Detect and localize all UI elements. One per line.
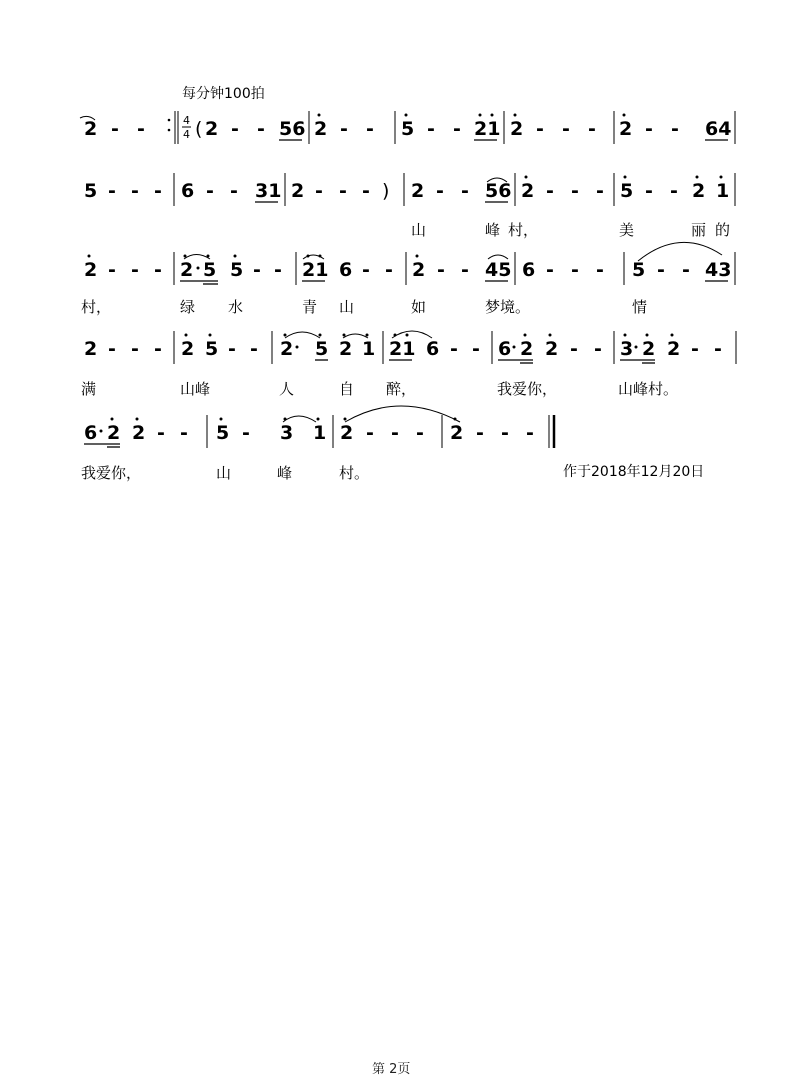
note: 5 xyxy=(203,259,217,281)
dash: - xyxy=(461,180,469,202)
dash: - xyxy=(714,338,722,360)
lyric-word: 满 xyxy=(81,380,97,398)
staff-row-5 xyxy=(0,412,790,456)
note: 1 xyxy=(362,338,376,360)
note: 56 xyxy=(485,180,512,202)
dash: - xyxy=(157,422,165,444)
lyric-word: 山峰村。 xyxy=(618,380,679,398)
lyric-word: 村， xyxy=(508,221,539,239)
dash: - xyxy=(242,422,250,444)
lyric-word: 村。 xyxy=(339,464,370,482)
note: 2 xyxy=(180,259,194,281)
note: 2 xyxy=(450,422,464,444)
staff-row-4 xyxy=(0,328,790,372)
dash: - xyxy=(645,118,653,140)
note: 31 xyxy=(255,180,282,202)
dash: - xyxy=(131,338,139,360)
dash: - xyxy=(453,118,461,140)
note: 2 xyxy=(181,338,195,360)
dash: - xyxy=(180,422,188,444)
note: 2 xyxy=(84,338,98,360)
dash: - xyxy=(228,338,236,360)
staff-row-5-notes xyxy=(0,412,790,456)
dash: - xyxy=(154,338,162,360)
tempo-marking: 每分钟100拍 xyxy=(182,86,265,102)
staff-row-2-notes xyxy=(0,170,790,214)
lyrics-line-1 xyxy=(0,219,790,241)
lyric-word: 绿 xyxy=(180,298,196,316)
dash: - xyxy=(315,180,323,202)
dash: - xyxy=(257,118,265,140)
staff-row-2 xyxy=(0,170,790,214)
dash: - xyxy=(206,180,214,202)
lyric-word: 美 xyxy=(619,221,635,239)
note: 6 xyxy=(426,338,440,360)
dash: - xyxy=(108,338,116,360)
dash: - xyxy=(571,180,579,202)
note: 2 xyxy=(411,180,425,202)
dash: - xyxy=(691,338,699,360)
dash: - xyxy=(416,422,424,444)
note: 1 xyxy=(313,422,327,444)
note: 2 xyxy=(314,118,328,140)
note: 2 xyxy=(619,118,633,140)
note: 45 xyxy=(485,259,512,281)
time-signature-top: 4 xyxy=(183,114,190,127)
dash: - xyxy=(131,180,139,202)
note: 21 xyxy=(302,259,329,281)
staff-row-3 xyxy=(0,249,790,293)
lyric-word: 自 xyxy=(339,380,355,398)
page-number: 第 2页 xyxy=(372,1062,411,1077)
note: 5 xyxy=(632,259,646,281)
composed-date: 作于2018年12月20日 xyxy=(563,464,705,480)
note: 6 xyxy=(522,259,536,281)
dash: - xyxy=(391,422,399,444)
note: 5 xyxy=(401,118,415,140)
note: 5 xyxy=(216,422,230,444)
note: 2 xyxy=(520,338,534,360)
dash: - xyxy=(137,118,145,140)
dash: - xyxy=(154,259,162,281)
note: 5 xyxy=(315,338,329,360)
lyric-word: 村， xyxy=(81,298,112,316)
note: 2 xyxy=(510,118,524,140)
note: 6 xyxy=(498,338,512,360)
dash: - xyxy=(570,338,578,360)
dash: - xyxy=(670,180,678,202)
note: 5 xyxy=(620,180,634,202)
note: 2 xyxy=(84,259,98,281)
dash: - xyxy=(476,422,484,444)
note: 2 xyxy=(291,180,305,202)
note: 2 xyxy=(692,180,706,202)
lyric-word: 峰 xyxy=(277,464,293,482)
lyric-word: 的 xyxy=(715,221,731,239)
dash: - xyxy=(385,259,393,281)
note: 1 xyxy=(716,180,730,202)
note: 2 xyxy=(521,180,535,202)
dash: - xyxy=(596,259,604,281)
dash: - xyxy=(231,118,239,140)
dash: - xyxy=(645,180,653,202)
dash: - xyxy=(362,259,370,281)
note: 2 xyxy=(205,118,219,140)
note: 6 xyxy=(339,259,353,281)
lyric-word: 我爱你， xyxy=(81,464,142,482)
time-signature-bottom: 4 xyxy=(183,128,190,141)
note: 2 xyxy=(340,422,354,444)
lyric-word: 我爱你， xyxy=(497,380,558,398)
lyric-word: 如 xyxy=(411,298,427,316)
note: 2 xyxy=(280,338,294,360)
dash: - xyxy=(108,180,116,202)
note: 3 xyxy=(620,338,634,360)
dash: - xyxy=(546,180,554,202)
dash: - xyxy=(501,422,509,444)
lyric-word: 水 xyxy=(228,298,244,316)
note: 2 xyxy=(84,118,98,140)
note: 5 xyxy=(84,180,98,202)
dash: - xyxy=(274,259,282,281)
dash: - xyxy=(437,259,445,281)
staff-row-1 xyxy=(0,108,790,152)
note: 21 xyxy=(389,338,416,360)
note: 43 xyxy=(705,259,732,281)
lyric-word: 山 xyxy=(411,221,427,239)
dash: - xyxy=(154,180,162,202)
dash: - xyxy=(362,180,370,202)
note: 2 xyxy=(412,259,426,281)
dash: - xyxy=(250,338,258,360)
lyric-word: 山 xyxy=(339,298,355,316)
note: 3 xyxy=(280,422,294,444)
dash: - xyxy=(671,118,679,140)
note: 2 xyxy=(642,338,656,360)
dash: - xyxy=(230,180,238,202)
dash: - xyxy=(562,118,570,140)
lyric-word: 峰 xyxy=(485,221,501,239)
note: 5 xyxy=(230,259,244,281)
dash: - xyxy=(657,259,665,281)
note: 2 xyxy=(132,422,146,444)
dash: - xyxy=(571,259,579,281)
lyric-word: 梦境。 xyxy=(485,298,531,316)
dash: - xyxy=(339,180,347,202)
dash: - xyxy=(588,118,596,140)
open-paren: ( xyxy=(195,118,203,140)
lyric-word: 醉， xyxy=(386,380,417,398)
note: 2 xyxy=(667,338,681,360)
note: 6 xyxy=(84,422,98,444)
lyrics-line-2 xyxy=(0,296,790,318)
dash: - xyxy=(546,259,554,281)
note: 2 xyxy=(107,422,121,444)
note: 64 xyxy=(705,118,732,140)
staff-row-4-notes xyxy=(0,328,790,372)
dash: - xyxy=(594,338,602,360)
dash: - xyxy=(366,118,374,140)
note: 2 xyxy=(339,338,353,360)
note: 21 xyxy=(474,118,501,140)
lyric-word: 山峰 xyxy=(180,380,211,398)
dash: - xyxy=(436,180,444,202)
lyric-word: 青 xyxy=(302,298,318,316)
dash: - xyxy=(340,118,348,140)
dash: - xyxy=(253,259,261,281)
dash: - xyxy=(111,118,119,140)
dash: - xyxy=(427,118,435,140)
lyric-word: 山 xyxy=(216,464,232,482)
dash: - xyxy=(536,118,544,140)
note: 5 xyxy=(205,338,219,360)
dash: - xyxy=(366,422,374,444)
dash: - xyxy=(450,338,458,360)
dash: - xyxy=(108,259,116,281)
note: 56 xyxy=(279,118,306,140)
note: 2 xyxy=(545,338,559,360)
note: 6 xyxy=(181,180,195,202)
staff-row-1-notes xyxy=(0,108,790,152)
dash: - xyxy=(472,338,480,360)
staff-row-3-notes xyxy=(0,249,790,293)
lyrics-line-3 xyxy=(0,378,790,400)
dash: - xyxy=(526,422,534,444)
dash: - xyxy=(596,180,604,202)
lyric-word: 情 xyxy=(632,298,648,316)
dash: - xyxy=(461,259,469,281)
dash: - xyxy=(131,259,139,281)
lyric-word: 人 xyxy=(279,380,295,398)
dash: - xyxy=(682,259,690,281)
lyric-word: 丽 xyxy=(691,221,707,239)
close-paren: ) xyxy=(382,180,390,202)
